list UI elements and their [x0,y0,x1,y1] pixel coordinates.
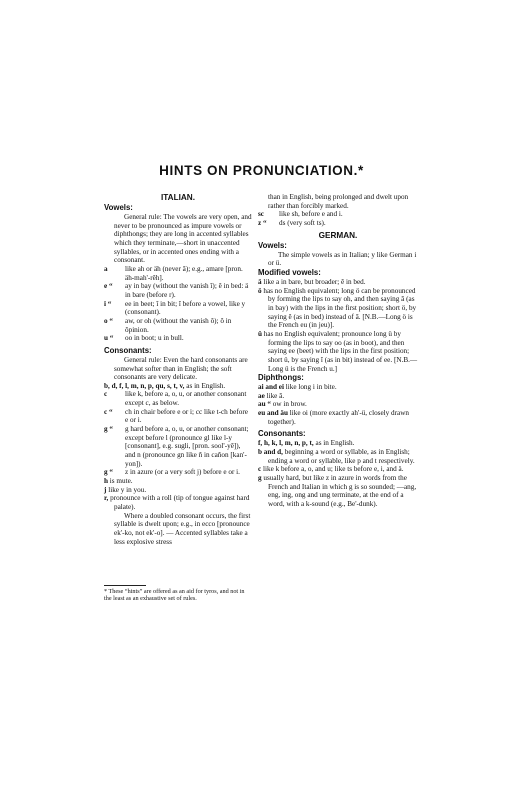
italian-vowel-list [104,265,252,343]
footnote: * These “hints” are offered as an aid for tyros, and not in the least as an exhaustive set of rules. [104,588,245,603]
italian-consonants-label: Consonants: [104,345,152,355]
vowel-entry: u “ oo in boot; u in bull. [104,334,184,343]
italian-vowels-rule: General rule: The vowels are very open, and never to be pronounced as impure vowels or diphthongs; they are long in accented syllables which they terminate,—short in unaccented syllables, or in accented ones ending with a consonant. [114,213,252,265]
consonant-entry: r, pronounce with a roll (tip of tongue against hard palate). [104,494,250,511]
diphthong-entry: au “ ow in brow. [258,400,307,409]
consonant-entry: j like y in you. [104,485,147,494]
modified-vowel-entry: ä like a in bare, but broader; ĕ in bed. [258,277,366,286]
german-vowels-text: The simple vowels as in Italian; y like German i or ü. [268,250,417,268]
z-entry: z “ ds (very soft ts). [258,218,326,227]
consonant-entry: b, d, f, l, m, n, p, qu, s, t, v, as in English. [104,381,226,390]
consonant-entry: h is mute. [104,477,133,486]
continued-text: than in English, being prolonged and dwelt upon rather than forcibly marked. [268,193,409,210]
german-consonant-entry: f, h, k, l, m, n, p, t, as in English. [258,439,355,448]
consonant-entry: c “ ch in chair before e or i; cc like t-ch before e or i. [104,407,248,425]
modified-vowels-label: Modified vowels: [258,267,321,277]
consonant-entry: g “ g hard before a, o, u, or another consonant; except before l (pronounce gl like l-y [consonant], e.g. sugli, [pron. sool'-yē]), and n (pronounce gn like ñ in cañon [kan'-yon]). [104,425,249,468]
vowel-entry: i “ ee in beet; ĭ in bit; ĭ before a vowel, like y (consonant). [104,299,246,317]
german-consonant-entry: c like k before a, o, and u; like ts before e, i, and ä. [258,465,404,474]
german-consonant-entry: b and d, beginning a word or syllable, as in English; ending a word or syllable, like p and t respectively. [258,448,415,465]
diphthong-entry: ae like ā. [258,391,285,400]
vowel-entry: e “ ay in bay (without the vanish ĭ); ĕ in bed: ä in bare (before r). [104,282,249,299]
diphthong-entry: ai and ei like long i in bite. [258,383,337,392]
footnote-divider [104,585,146,586]
consonant-entry: c like k, before a, o, u, or another consonant except c, as below. [104,390,247,408]
vowel-entry: o “ aw, or oh (without the vanish ŏ); ŏ in ŏpinion. [104,316,232,334]
consonant-entry: g “ z in azure (or a very soft j) before e or i. [104,468,240,477]
modified-vowel-entry: ü has no English equivalent; pronounce long ü by forming the lips to say oo (as in boot), and then saying ee (beet) with the lips in the first position; short ü, by saying ĭ (as in bit) instead of ee. [N.B.—Long ü is the French u.] [258,329,418,373]
german-heading: GERMAN. [318,230,358,240]
german-consonant-entry: g usually hard, but like z in azure in words from the French and Italian in which g is so sounded; —ang, eng, ing, ong and ung terminate, at the end of a word, with a k-sound (e.g., Be'-dunk). [258,474,417,509]
german-column [258,193,418,509]
german-vowels-label: Vowels: [258,240,287,250]
italian-consonants-rule: General rule: Even the hard consonants are somewhat softer than in English; the soft consonants are very delicate. [114,355,248,382]
italian-heading: ITALIAN. [161,193,195,202]
modified-vowel-entry: ö has no English equivalent; long ö can be pronounced by forming the lips to say oh, and then saying ā (as in bay) with the lips in the first position; short ö, by saying ĕ (as in bed) instead of ā. [N.B.—Long ö is the French eu (in jeu)]. [258,286,417,330]
vowel-entry: a like ah or äh (never ā); e.g., amare [pron. äh-mah'-rĕh]. [104,264,243,282]
page-title: HINTS ON PRONUNCIATION.* [159,163,364,178]
german-consonants-label: Consonants: [258,429,306,439]
italian-column [104,193,252,546]
diphthongs-label: Diphthongs: [258,373,304,383]
double-consonant-note: Where a doubled consonant occurs, the first syllable is dwelt upon; e.g., in ecco [pronounce ek'-ko, not ek'-o]. — Accented syllables take a less explosive stress [114,511,251,546]
diphthong-entry: eu and äu like oi (more exactly ah'-ü, closely drawn together). [258,409,410,426]
sc-entry: sc like sh, before e and i. [258,210,343,219]
italian-vowels-label: Vowels: [104,203,133,212]
